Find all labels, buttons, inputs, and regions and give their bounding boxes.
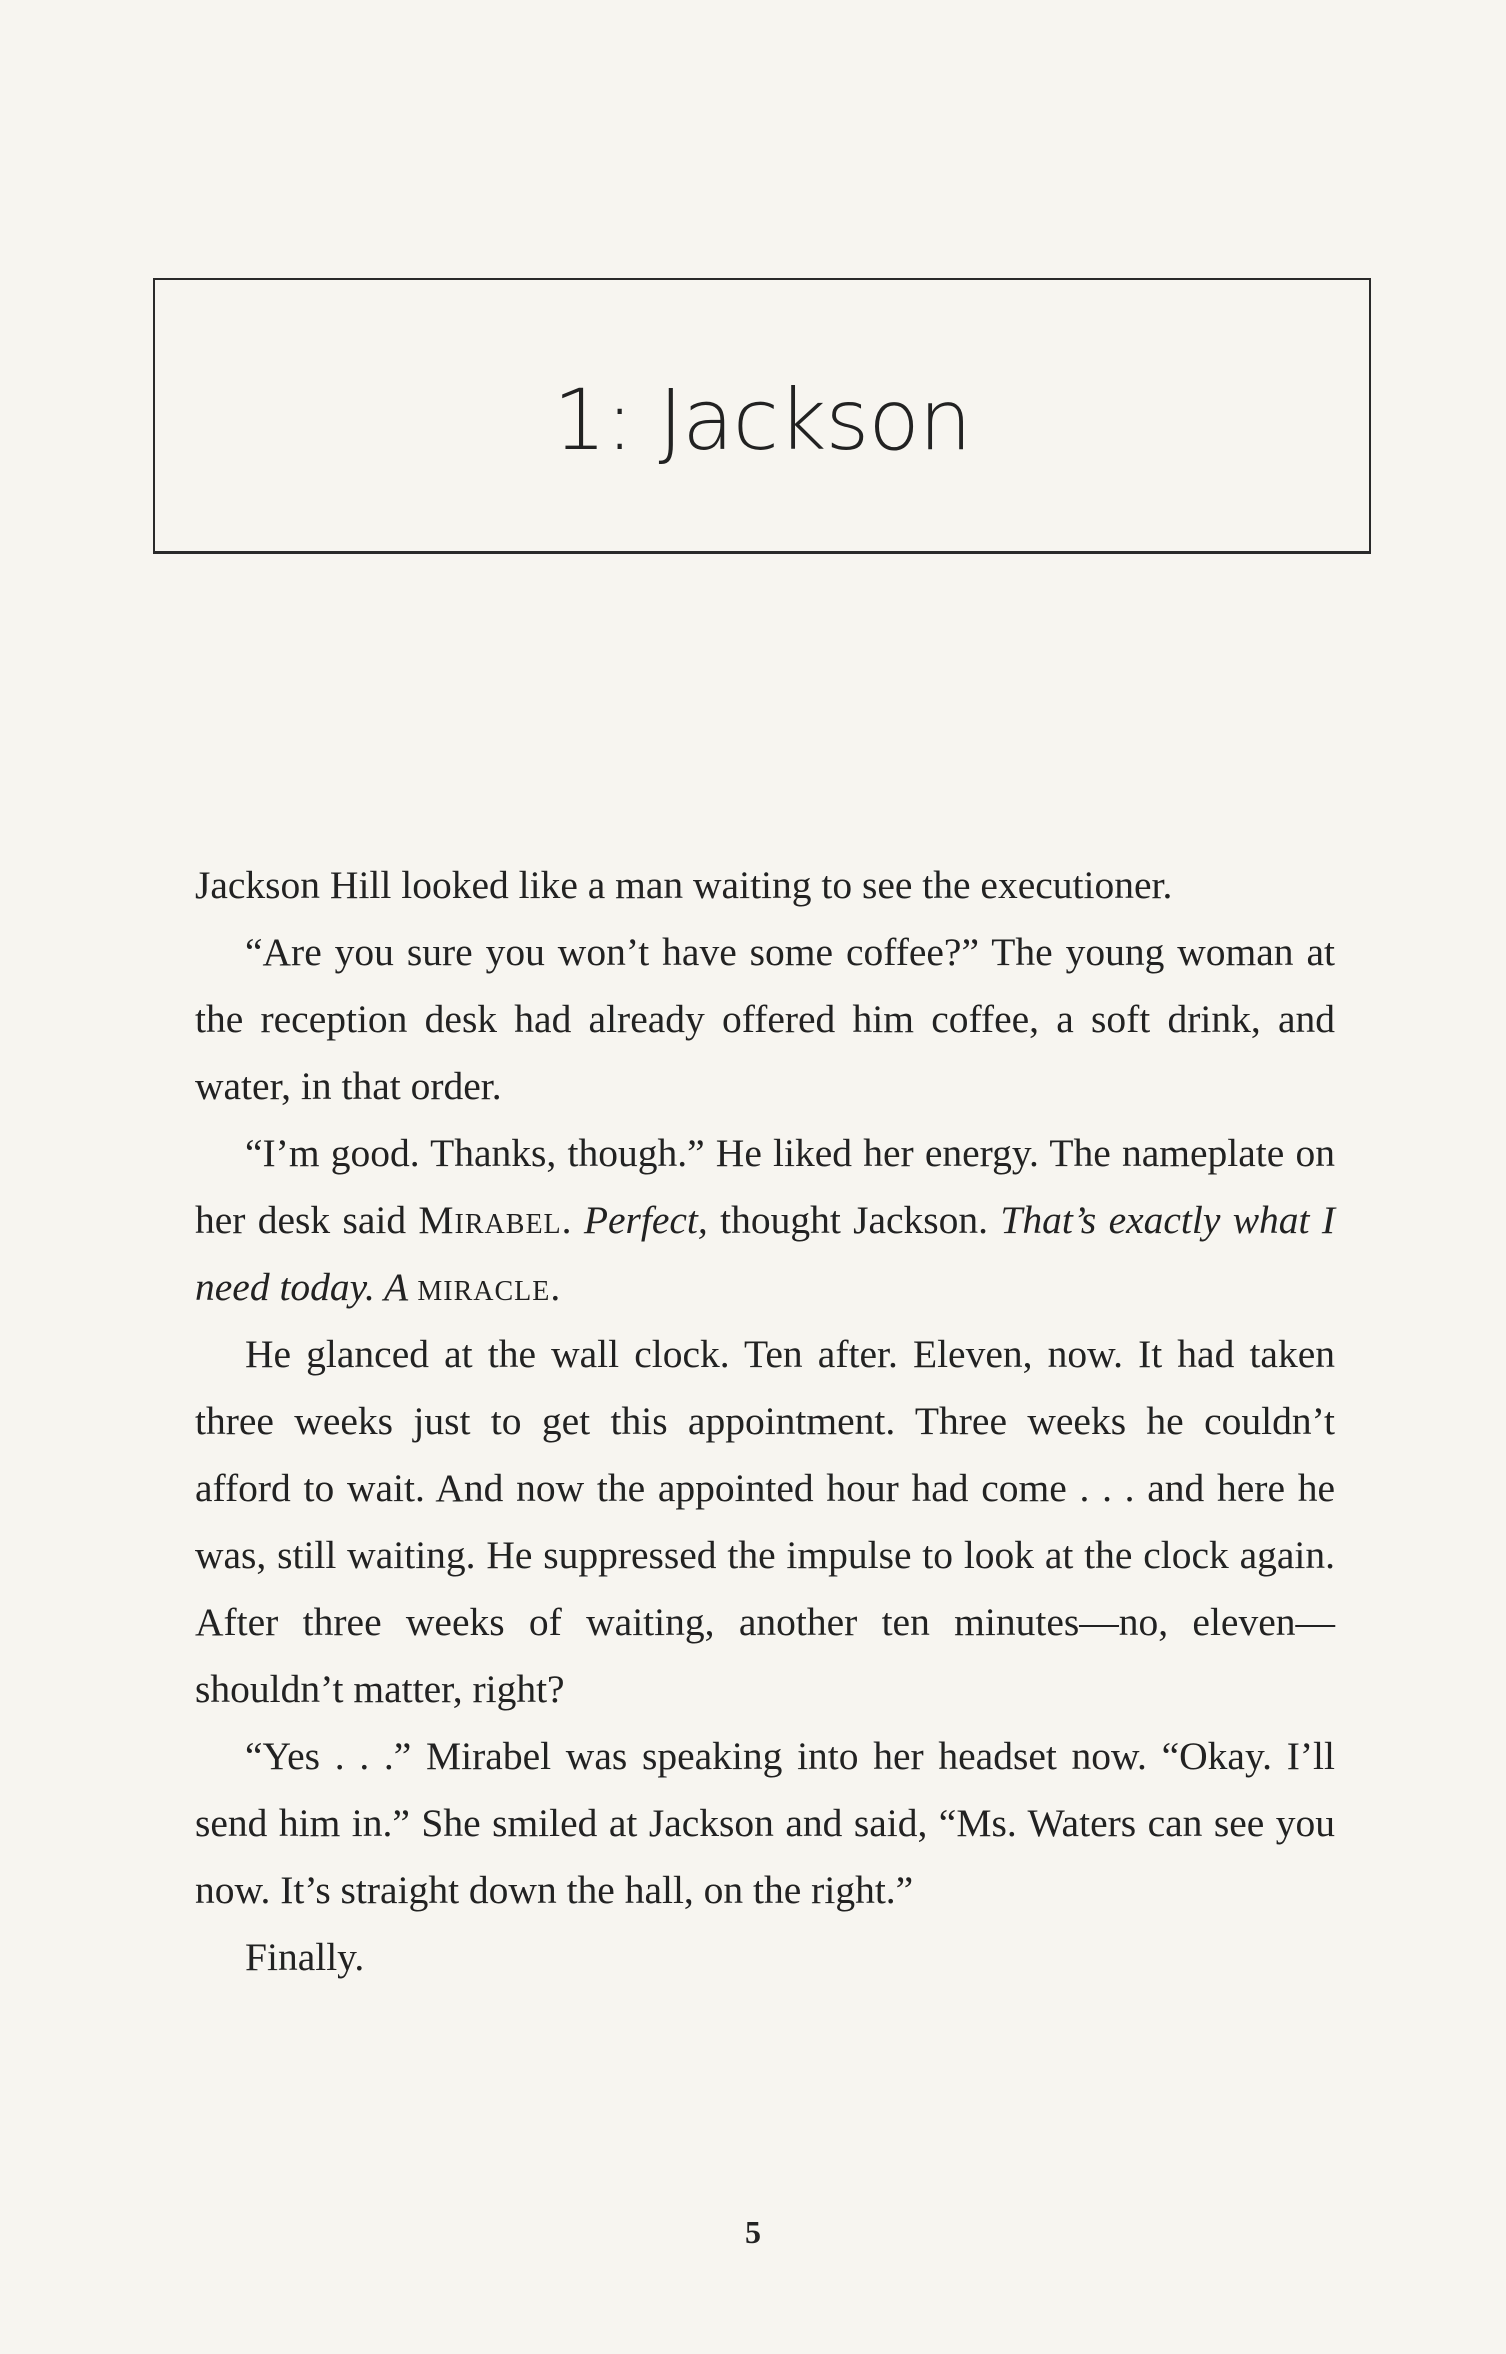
page-number: 5: [745, 2214, 761, 2250]
small-caps-text: miracle: [417, 1265, 551, 1309]
paragraph: [195, 1321, 1335, 1723]
chapter-title: 1: Jackson: [553, 370, 971, 469]
small-caps-text: Mirabel: [418, 1198, 562, 1242]
paragraph: [195, 852, 1335, 919]
paragraph: [195, 1924, 1335, 1991]
paragraph: [195, 1723, 1335, 1924]
paragraph: [195, 1120, 1335, 1321]
text-segment: “Yes . . .” Mirabel was speaking into her headset now. “Okay. I’ll send him in.” She smiled at Jackson and said, “Ms. Waters can see you now. It’s straight down the hall, on the right.”: [195, 1734, 1335, 1912]
text-segment: thought Jackson.: [707, 1198, 1001, 1242]
italic-text: Perfect,: [583, 1198, 708, 1242]
text-segment: “Are you sure you won’t have some coffee?” The young woman at the reception desk had already offered him coffee, a soft drink, and water, in that order.: [195, 930, 1335, 1108]
text-segment: .: [561, 1198, 584, 1242]
italic-text: That’s exactly what I need today. A: [195, 1198, 1336, 1309]
text-segment: .: [550, 1265, 561, 1309]
text-segment: Jackson Hill looked like a man waiting to see the executioner.: [195, 863, 1173, 907]
text-segment: He glanced at the wall clock. Ten after. Eleven, now. It had taken three weeks just to get this appointment. Three weeks he couldn’t afford to wait. And now the appointed hour had come . . . and here he was, still waiting. He suppressed the impulse to look at the clock again. After three weeks of waiting, another ten minutes—no, eleven—shouldn’t matter, right?: [195, 1332, 1335, 1711]
text-segment: Finally.: [245, 1935, 365, 1979]
chapter-heading-box: [153, 278, 1371, 554]
chapter-body: [195, 852, 1335, 1991]
paragraph: [195, 919, 1335, 1120]
text-segment: “I’m good. Thanks, though.” He liked her energy. The nameplate on her desk said: [195, 1131, 1335, 1242]
